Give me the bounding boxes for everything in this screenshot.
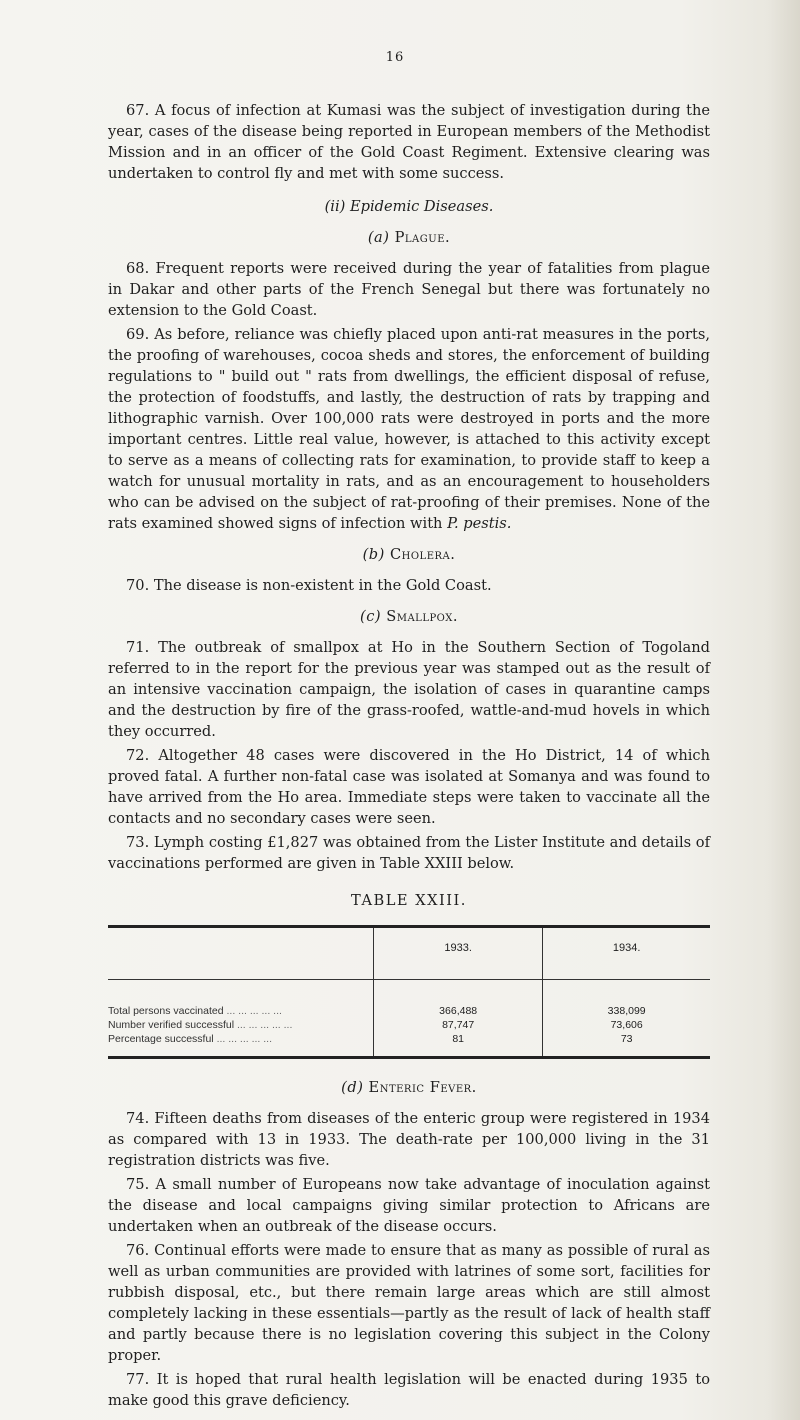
- paragraph-69-species: P. pestis.: [447, 515, 512, 532]
- heading-enteric-fever: [108, 1077, 710, 1098]
- document-body: [108, 100, 710, 1411]
- table-row-label: [108, 1018, 374, 1032]
- table-title: TABLE XXIII.: [351, 892, 467, 909]
- row-label-text: Percentage successful: [108, 1033, 214, 1045]
- table-row-label: [108, 980, 374, 1019]
- heading-smallpox: [108, 606, 710, 627]
- paragraph-70: 70. The disease is non-existent in the Gold Coast.: [126, 577, 492, 594]
- table-header-blank: [108, 927, 374, 980]
- section-heading-epidemic-diseases: (ii) Epidemic Diseases.: [324, 198, 494, 215]
- table-cell-1933: 81: [374, 1032, 543, 1058]
- paragraph-68: 68. Frequent reports were received during the year of fatalities from plague in Dakar and other parts of the French Senegal but there was fortunately no extension to the Gold Coast.: [108, 260, 710, 319]
- paragraph-74: 74. Fifteen deaths from diseases of the enteric group were registered in 1934 as compared with 13 in 1933. The death-rate per 100,000 living in the 31 registration districts was five.: [108, 1110, 710, 1169]
- leader-dots: ... ... ... ... ...: [226, 1005, 282, 1017]
- leader-dots: ... ... ... ... ...: [236, 1019, 293, 1031]
- table-header-1934: 1934.: [543, 927, 710, 980]
- heading-plague-letter: (a): [367, 229, 390, 246]
- paragraph-77: 77. It is hoped that rural health legislation will be enacted during 1935 to make good this grave deficiency.: [108, 1371, 710, 1409]
- paragraph-67: 67. A focus of infection at Kumasi was the subject of investigation during the year, cases of the disease being reported in European members of the Methodist Mission and in an officer of the Gold Coast Regiment. Extensive clearing was undertaken to control fly and met with some success.: [108, 102, 710, 182]
- paragraph-71: 71. The outbreak of smallpox at Ho in the Southern Section of Togoland referred to in the report for the previous year was stamped out as the result of an intensive vaccination campaign, the isolation of cases in quarantine camps and the destruction by fire of the grass-roofed, wattle-and-mud hovels in which they occurred.: [108, 639, 710, 740]
- row-label-text: Number verified successful: [108, 1019, 235, 1031]
- heading-cholera-title: Cholera.: [389, 546, 456, 563]
- page-number: 16: [385, 50, 405, 65]
- table-header-row: [108, 927, 710, 980]
- heading-enteric-title: Enteric Fever.: [368, 1079, 477, 1096]
- table-header-1933: 1933.: [374, 927, 543, 980]
- table-row: [108, 1032, 710, 1058]
- paragraph-76: 76. Continual efforts were made to ensure that as many as possible of rural as well as urban communities are provided with latrines of some sort, facilities for rubbish disposal, etc., but there remain large areas which are still almost completely lacking in these essentials—partly as the result of lack of health staff and partly because there is no legislation covering this subject in the Colony proper.: [108, 1242, 710, 1364]
- table-row-label: [108, 1032, 374, 1058]
- paragraph-75: 75. A small number of Europeans now take advantage of inoculation against the disease and local campaigns giving similar protection to Africans are undertaken when an outbreak of the disease occurs.: [108, 1176, 710, 1235]
- table-row: [108, 1018, 710, 1032]
- table-cell-1934: 73,606: [543, 1018, 710, 1032]
- heading-plague-title: Plague.: [394, 229, 451, 246]
- row-label-text: Total persons vaccinated: [108, 1005, 224, 1017]
- heading-smallpox-letter: (c): [360, 608, 382, 625]
- table-cell-1934: 338,099: [543, 980, 710, 1019]
- heading-plague: [108, 227, 710, 248]
- heading-enteric-letter: (d): [341, 1079, 364, 1096]
- table-cell-1933: 366,488: [374, 980, 543, 1019]
- paragraph-69-text: 69. As before, reliance was chiefly placed upon anti-rat measures in the ports, the proofing of warehouses, cocoa sheds and stores, the enforcement of building regulations to " build out " rats from dwellings, the efficient disposal of refuse, the protection of foodstuffs, and lastly, the destruction of rats by trapping and lithographic varnish. Over 100,000 rats were destroyed in ports and the more important centres. Little real value, however, is attached to this activity except to serve as a means of collecting rats for examination, to provide staff to keep a watch for unusual mortality in rats, and as an encouragement to householders who can be advised on the subject of rat-proofing of their premises. None of the rats examined showed signs of infection with: [108, 326, 710, 532]
- table-cell-1934: 73: [543, 1032, 710, 1058]
- vaccination-table: [108, 925, 710, 1059]
- heading-cholera-letter: (b): [362, 546, 385, 563]
- heading-smallpox-title: Smallpox.: [386, 608, 458, 625]
- paragraph-73: 73. Lymph costing £1,827 was obtained from the Lister Institute and details of vaccinations performed are given in Table XXIII below.: [108, 834, 710, 872]
- paragraph-72: 72. Altogether 48 cases were discovered in the Ho District, 14 of which proved fatal. A further non-fatal case was isolated at Somanya and was found to have arrived from the Ho area. Immediate steps were taken to vaccinate all the contacts and no secondary cases were seen.: [108, 747, 710, 827]
- table-row: [108, 980, 710, 1019]
- heading-cholera: [108, 544, 710, 565]
- leader-dots: ... ... ... ... ...: [216, 1033, 273, 1045]
- table-cell-1933: 87,747: [374, 1018, 543, 1032]
- paragraph-69: [108, 324, 710, 534]
